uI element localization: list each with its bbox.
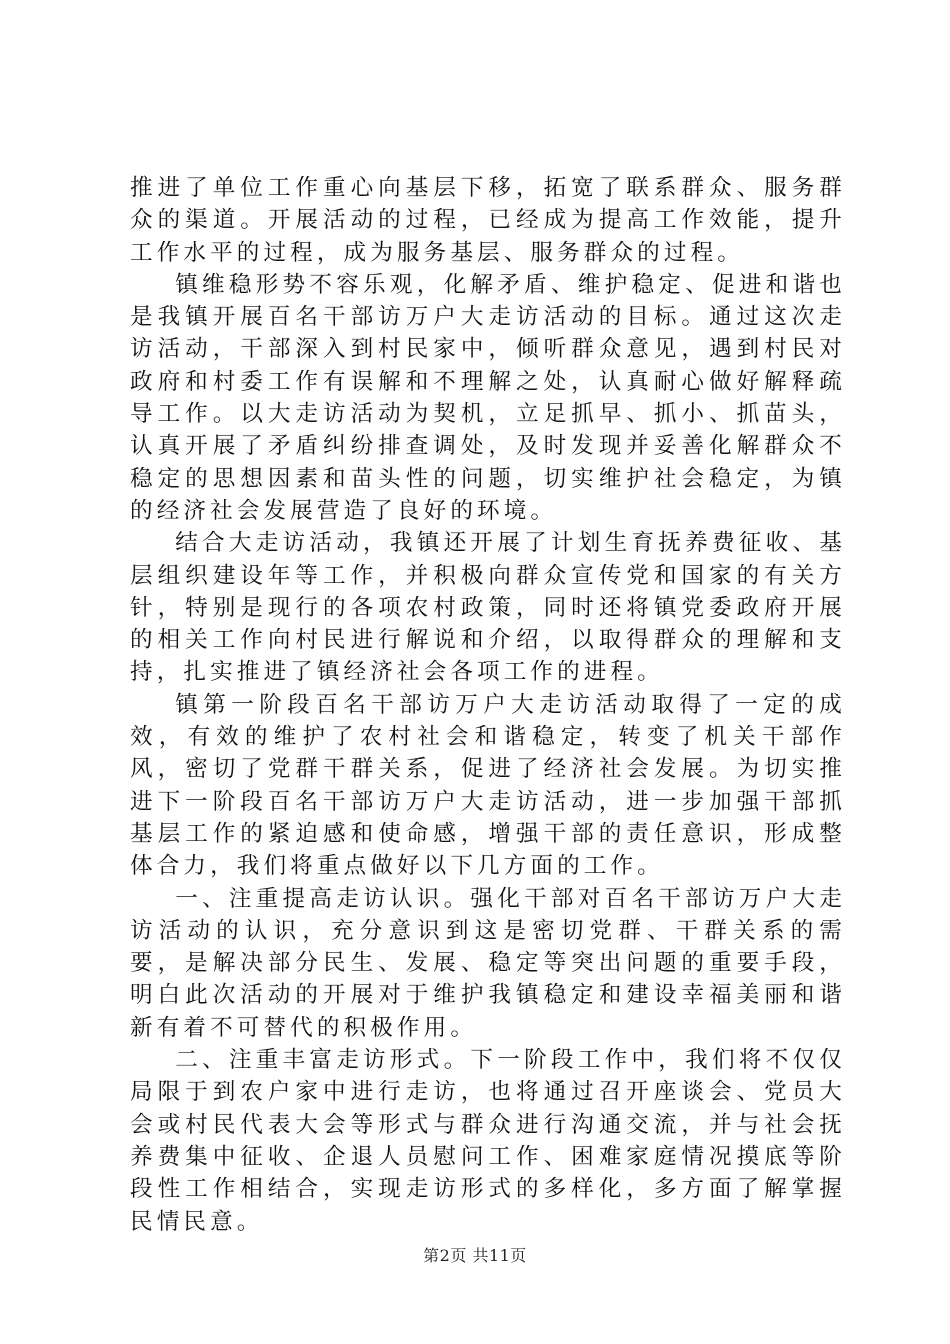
page-number-footer: 第2页 共11页 xyxy=(423,1246,527,1265)
paragraph-point-two: 二、注重丰富走访形式。下一阶段工作中，我们将不仅仅局限于到农户家中进行走访，也将通过召开座谈会、党员大会或村民代表大会等形式与群众进行沟通交流，并与社会抚养费集中征收、企退人员慰问工作、困难家庭情况摸底等阶段性工作相结合，实现走访形式的多样化，多方面了解掌握民情民意。 xyxy=(130,1047,846,1235)
paragraph-stability: 镇维稳形势不容乐观，化解矛盾、维护稳定、促进和谐也是我镇开展百名干部访万户大走访活动的目标。通过这次走访活动，干部深入到村民家中，倾听群众意见，遇到村民对政府和村委工作有误解和不理解之处，认真耐心做好解释疏导工作。以大走访活动为契机，立足抓早、抓小、抓苗头，认真开展了矛盾纠纷排查调处，及时发现并妥善化解群众不稳定的思想因素和苗头性的问题，切实维护社会稳定，为镇的经济社会发展营造了良好的环境。 xyxy=(130,271,846,524)
paragraph-combined-work: 结合大走访活动，我镇还开展了计划生育抚养费征收、基层组织建设年等工作，并积极向群众宣传党和国家的有关方针，特别是现行的各项农村政策，同时还将镇党委政府开展的相关工作向村民进行解说和介绍，以取得群众的理解和支持，扎实推进了镇经济社会各项工作的进程。 xyxy=(130,530,846,686)
document-body xyxy=(130,172,846,1238)
paragraph-results: 镇第一阶段百名干部访万户大走访活动取得了一定的成效，有效的维护了农村社会和谐稳定，转变了机关干部作风，密切了党群干群关系，促进了经济社会发展。为切实推进下一阶段百名干部访万户大走访活动，进一步加强干部抓基层工作的紧迫感和使命感，增强干部的责任意识，形成整体合力，我们将重点做好以下几方面的工作。 xyxy=(130,691,846,880)
paragraph-point-one: 一、注重提高走访认识。强化干部对百名干部访万户大走访活动的认识，充分意识到这是密切党群、干群关系的需要，是解决部分民生、发展、稳定等突出问题的重要手段，明白此次活动的开展对于维护我镇稳定和建设幸福美丽和谐新有着不可替代的积极作用。 xyxy=(130,885,846,1041)
paragraph-continuation: 推进了单位工作重心向基层下移，拓宽了联系群众、服务群众的渠道。开展活动的过程，已经成为提高工作效能，提升工作水平的过程，成为服务基层、服务群众的过程。 xyxy=(130,175,846,266)
